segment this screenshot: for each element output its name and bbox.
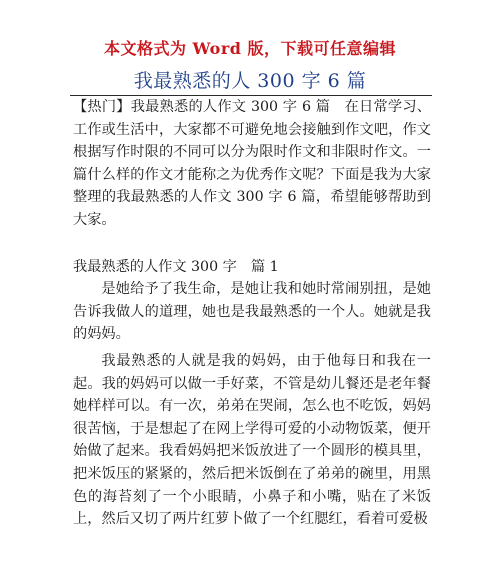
intro-text: 我最熟悉的人作文 300 字 6 篇 在日常学习、工作或生活中，大家都不可避免地会接触到作文吧，作文根据写作时限的不同可以分为限时作文和非限时作文。一篇什么样的作文才能称之为优秀作文呢？下面是我为大家整理的我最熟悉的人作文 300 字 6 篇，希望能够帮助到大家。 [73, 99, 431, 228]
section-heading: 我最熟悉的人作文 300 字 篇 1 [73, 258, 279, 275]
hot-tag: 【热门】 [73, 99, 131, 115]
document-body [73, 96, 431, 531]
intro-paragraph [73, 96, 431, 232]
word-format-banner: 本文格式为 Word 版，下载可任意编辑 [103, 39, 397, 58]
body-paragraph-2: 我最熟悉的人就是我的妈妈，由于他每日和我在一起。我的妈妈可以做一手好菜，不管是幼儿餐还是老年餐她样样可以。有一次，弟弟在哭闹，怎么也不吃饭，妈妈很苦恼，于是想起了在网上学得可爱的小动物饭菜，便开始做了起来。我看妈妈把米饭放进了一个圆形的模具里，把米饭压的紧紧的，然后把米饭倒在了弟弟的碗里，用黑色的海苔刻了一个小眼睛，小鼻子和小嘴，贴在了米饭上，然后又切了两片红萝卜做了一个红腮红，看着可爱极 [73, 352, 431, 528]
body-paragraph-1: 是她给予了我生命，是她让我和她时常闹别扭，是她告诉我做人的道理，她也是我最熟悉的一个人。她就是我的妈妈。 [73, 281, 431, 343]
document-title: 我最熟悉的人 300 字 6 篇 [133, 70, 367, 92]
